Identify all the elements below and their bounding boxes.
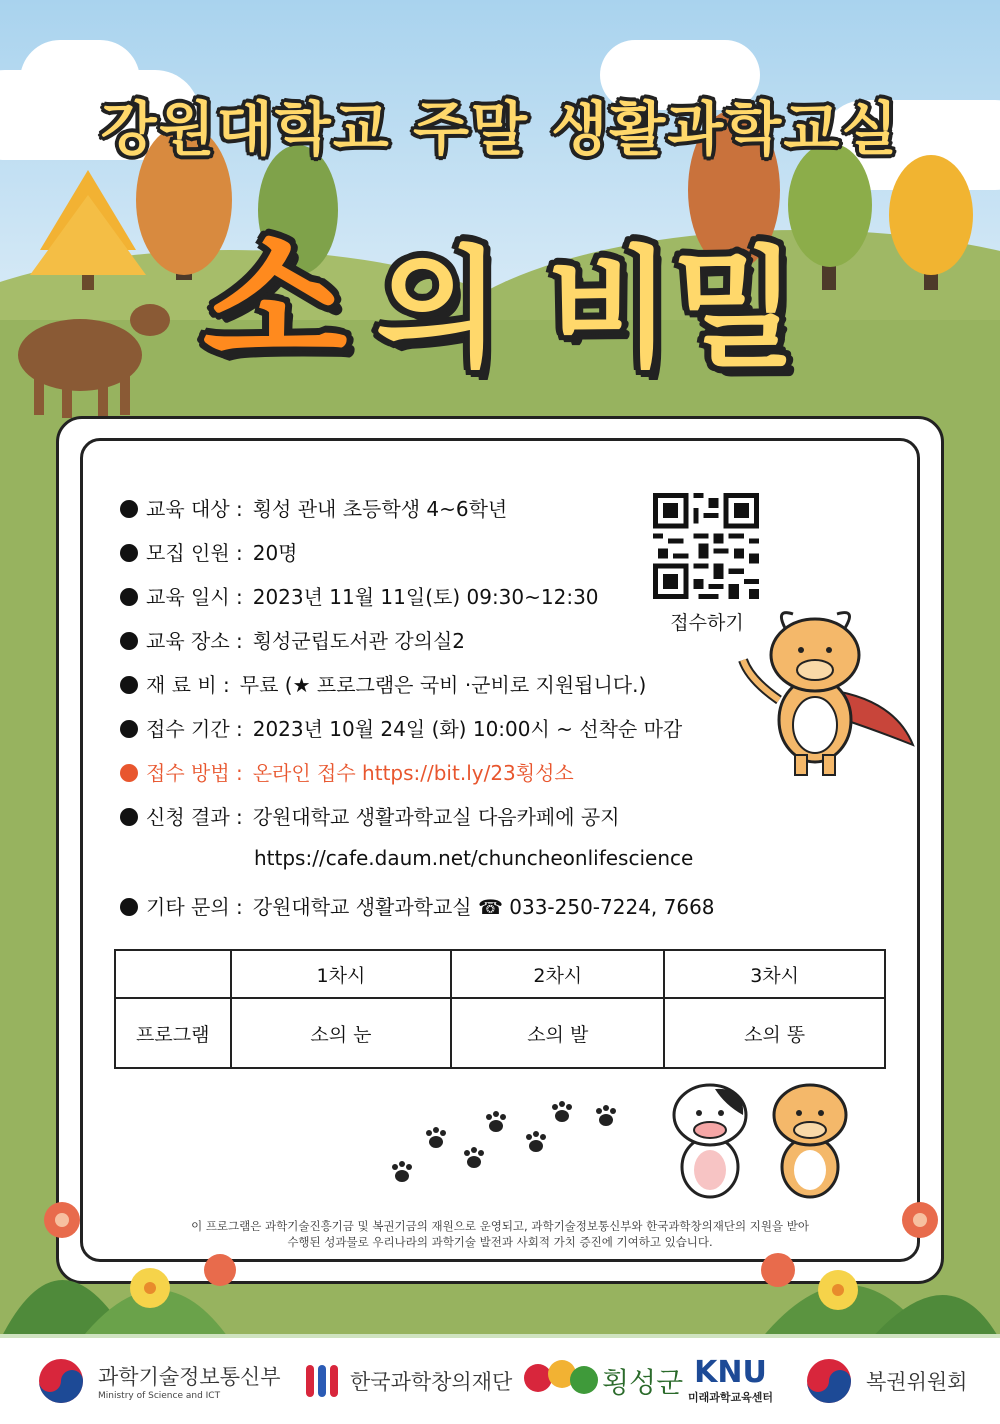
- table-header-cell: 3차시: [664, 950, 885, 998]
- info-label: 교육 대상 :: [146, 497, 243, 521]
- flower-icon: [818, 1270, 858, 1310]
- flower-icon: [44, 1202, 80, 1238]
- info-row-location: [120, 625, 465, 654]
- info-row-method[interactable]: [120, 757, 574, 786]
- paw-prints-icon: [380, 1090, 640, 1190]
- logo-subtext: Ministry of Science and ICT: [98, 1391, 221, 1401]
- info-label: 재 료 비 :: [146, 673, 230, 697]
- flower-icon: [130, 1268, 170, 1308]
- flower-icon: [902, 1202, 938, 1238]
- flower-icon: [761, 1253, 795, 1287]
- info-label: 접수 방법 :: [146, 761, 243, 785]
- bullet-icon: [120, 632, 138, 650]
- table-row-label: 프로그램: [115, 998, 231, 1068]
- table-header-row: [115, 950, 885, 998]
- info-value: 2023년 10월 24일 (화) 10:00시 ~ 선착순 마감: [252, 717, 683, 741]
- info-label: 교육 장소 :: [146, 629, 243, 653]
- info-row-period: [120, 713, 682, 742]
- flower-icon: [204, 1254, 236, 1286]
- logo-msit: [36, 1338, 281, 1424]
- bullet-icon: [120, 898, 138, 916]
- qr-label: 접수하기: [670, 612, 744, 634]
- logo-text: 복권위원회: [866, 1370, 968, 1394]
- info-label: 모집 인원 :: [146, 541, 243, 565]
- logo-subtext: 미래과학교육센터: [688, 1391, 774, 1404]
- table-header-cell: [115, 950, 231, 998]
- table-cell: 소의 눈: [231, 998, 452, 1068]
- hoengseong-emblem-icon: [522, 1354, 602, 1408]
- main-heading-part-2: 의 비밀: [375, 233, 798, 385]
- bullet-icon: [120, 500, 138, 518]
- main-heading-part-1: 소: [202, 216, 348, 390]
- info-row-target: [120, 493, 507, 522]
- taegeuk-icon: [804, 1356, 854, 1406]
- info-value: 강원대학교 생활과학교실 다음카페에 공지: [252, 805, 620, 829]
- registration-link[interactable]: 온라인 접수 https://bit.ly/23횡성소: [252, 761, 574, 785]
- info-label: 교육 일시 :: [146, 585, 243, 609]
- program-title: 강원대학교 주말 생활과학교실: [100, 95, 900, 163]
- logo-text: 횡성군: [602, 1366, 684, 1399]
- info-value: 무료 (★ 프로그램은 국비 ·군비로 지원됩니다.): [239, 673, 647, 697]
- superhero-cow-illustration: [735, 600, 915, 780]
- info-row-datetime: [120, 581, 599, 610]
- info-row-capacity: [120, 537, 298, 566]
- info-value: 2023년 11월 11일(토) 09:30~12:30: [252, 585, 599, 609]
- main-heading: [0, 216, 1000, 390]
- table-row: [115, 998, 885, 1068]
- info-label: 접수 기간 :: [146, 717, 243, 741]
- info-value: 횡성 관내 초등학생 4~6학년: [252, 497, 508, 521]
- bullet-icon: [120, 544, 138, 562]
- schedule-table: [114, 949, 886, 1069]
- logo-lottery-commission: [804, 1338, 967, 1424]
- table-cell: 소의 발: [451, 998, 664, 1068]
- footnote-line: 이 프로그램은 과학기술진흥기금 및 복권기금의 재원으로 운영되고, 과학기술정보통신부와 한국과학창의재단의 지원을 받아: [191, 1219, 809, 1233]
- info-label: 신청 결과 :: [146, 805, 243, 829]
- bullet-icon: [120, 808, 138, 826]
- logo-text: 과학기술정보통신부: [98, 1365, 281, 1389]
- sponsor-footer: [0, 1334, 1000, 1424]
- bullet-icon: [120, 764, 138, 782]
- logo-hoengseong: [522, 1338, 683, 1424]
- kofac-icon: [302, 1361, 342, 1401]
- info-row-result: [120, 801, 620, 830]
- logo-knu: [688, 1338, 773, 1424]
- table-cell: 소의 똥: [664, 998, 885, 1068]
- footnote-line: 수행된 성과물로 우리나라의 과학기술 발전과 사회적 가치 증진에 기여하고 있습니다.: [287, 1235, 713, 1249]
- info-row-fee: [120, 669, 646, 698]
- cafe-url-link[interactable]: https://cafe.daum.net/chuncheonlifescience: [254, 846, 694, 870]
- bullet-icon: [120, 676, 138, 694]
- flowers-decoration: [0, 1180, 1000, 1340]
- bullet-icon: [120, 720, 138, 738]
- info-value: 횡성군립도서관 강의실2: [252, 629, 466, 653]
- info-label: 기타 문의 :: [146, 895, 243, 919]
- logo-kofac: [302, 1338, 512, 1424]
- taegeuk-icon: [36, 1356, 86, 1406]
- bullet-icon: [120, 588, 138, 606]
- logo-text: 한국과학창의재단: [350, 1370, 513, 1394]
- table-header-cell: 2차시: [451, 950, 664, 998]
- info-value: 강원대학교 생활과학교실 ☎ 033-250-7224, 7668: [252, 895, 715, 919]
- info-value: 20명: [252, 541, 298, 565]
- table-header-cell: 1차시: [231, 950, 452, 998]
- logo-text: KNU: [694, 1355, 767, 1390]
- info-row-contact: [120, 891, 715, 920]
- qr-code-icon[interactable]: [653, 493, 759, 599]
